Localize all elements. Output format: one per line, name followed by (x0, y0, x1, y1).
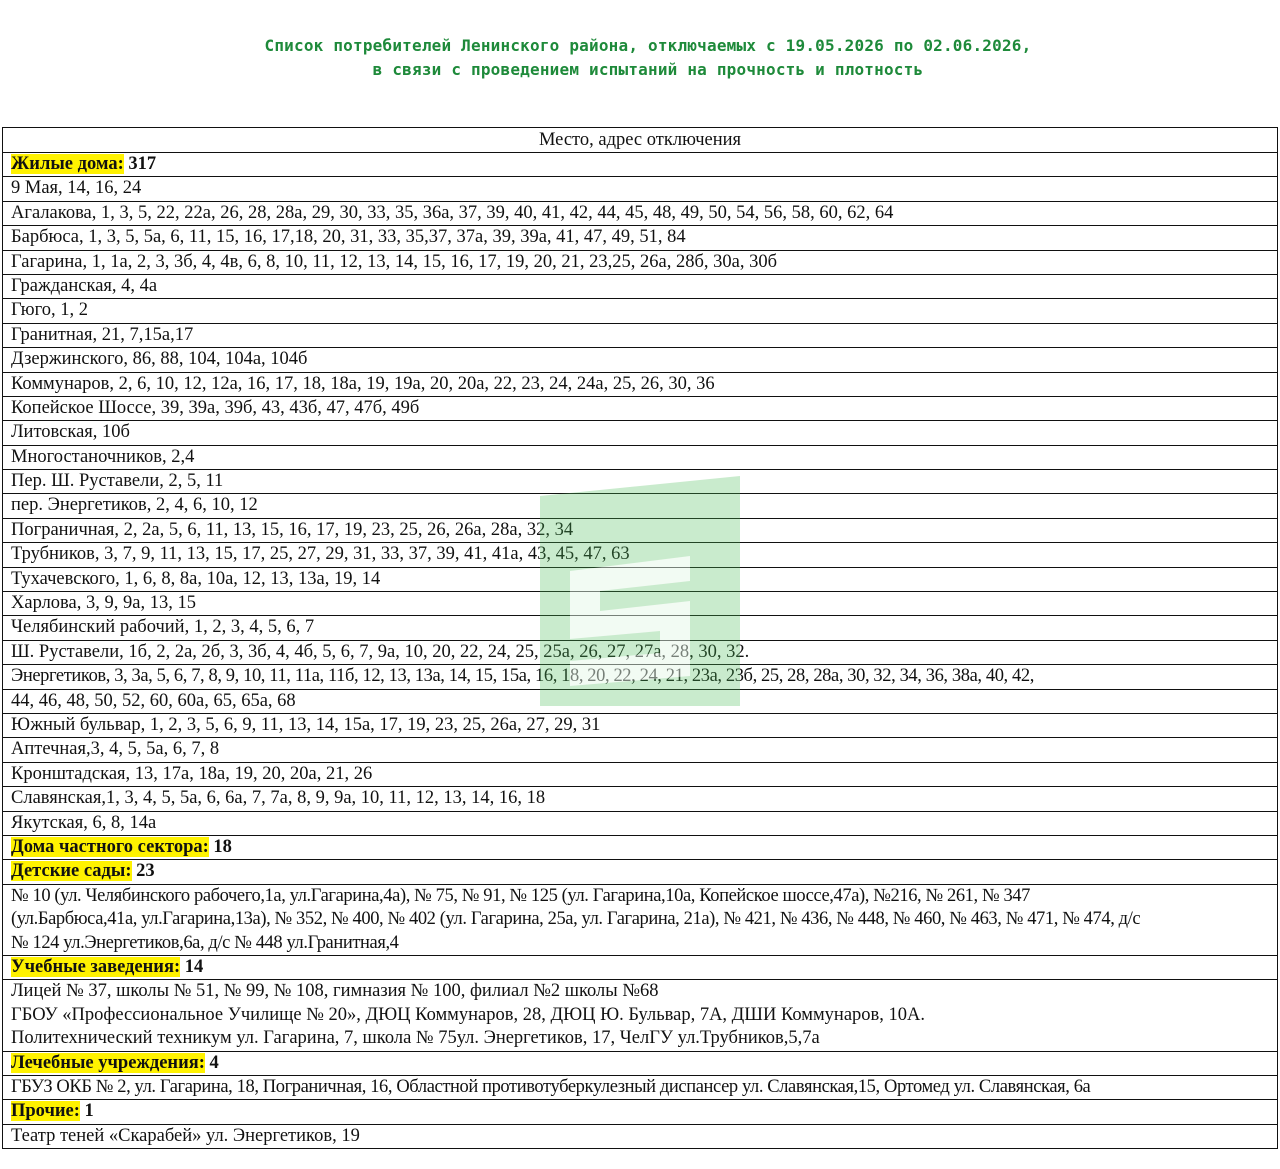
address-row: Коммунаров, 2, 6, 10, 12, 12а, 16, 17, 18, 18а, 19, 19а, 20, 20а, 22, 23, 24, 24а, 25, 26, 30, 36 (3, 373, 1277, 397)
address-row: Энергетиков, 3, 3а, 5, 6, 7, 8, 9, 10, 11, 11а, 11б, 12, 13, 13а, 14, 15, 15а, 16, 18, 20, 22, 24, 21, 23а, 23б, 25, 28, 28а, 30, 32, 34, 36, 38а, 40, 42, (3, 665, 1277, 689)
schools-list (3, 980, 1277, 1051)
category-label: Жилые дома: (11, 154, 124, 174)
other-list (3, 1125, 1277, 1149)
address-row: Агалакова, 1, 3, 5, 22, 22а, 26, 28, 28а, 29, 30, 33, 35, 36а, 37, 39, 40, 41, 42, 44, 45, 48, 49, 50, 54, 56, 58, 60, 62, 64 (3, 202, 1277, 226)
list-line: ГБУЗ ОКБ № 2, ул. Гагарина, 18, Пограничная, 16, Областной противотуберкулезный диспансер ул. Славянская,15, Ортомед ул. Славянская, 6а (11, 1076, 1091, 1097)
address-row: Барбюса, 1, 3, 5, 5а, 6, 11, 15, 16, 17,18, 20, 31, 33, 35,37, 37а, 39, 39а, 41, 47, 49, 51, 84 (3, 226, 1277, 250)
table-header: Место, адрес отключения (3, 128, 1277, 153)
address-row: 9 Мая, 14, 16, 24 (3, 177, 1277, 201)
address-row: Дзержинского, 86, 88, 104, 104а, 104б (3, 348, 1277, 372)
category-kindergartens (3, 860, 1277, 884)
category-count: 1 (79, 1101, 94, 1122)
category-other (3, 1100, 1277, 1124)
list-line: № 10 (ул. Челябинского рабочего,1а, ул.Гагарина,4а), № 75, № 91, № 125 (ул. Гагарина,10а, Копейское шоссе,47а), №216, № 261, № 347 (11, 885, 1030, 906)
address-row: Аптечная,3, 4, 5, 5а, 6, 7, 8 (3, 738, 1277, 762)
medical-list (3, 1076, 1277, 1100)
category-label: Прочие: (11, 1101, 80, 1122)
category-label: Дома частного сектора: (11, 836, 209, 857)
category-label: Лечебные учреждения: (11, 1052, 205, 1073)
address-row: Пограничная, 2, 2а, 5, 6, 11, 13, 15, 16, 17, 19, 23, 25, 26, 26а, 28а, 32, 34 (3, 519, 1277, 543)
address-row: Гюго, 1, 2 (3, 299, 1277, 323)
kindergartens-list (3, 885, 1277, 956)
category-residential (3, 153, 1277, 177)
list-line: ГБОУ «Профессиональное Училище № 20», ДЮЦ Коммунаров, 28, ДЮЦ Ю. Бульвар, 7А, ДШИ Коммунаров, 10А. (11, 1004, 926, 1025)
address-row: Ш. Руставели, 1б, 2, 2а, 2б, 3, 3б, 4, 4б, 5, 6, 7, 9а, 10, 20, 22, 24, 25, 25а, 26, 27, 27а, 28, 30, 32. (3, 641, 1277, 665)
address-row: Кронштадская, 13, 17а, 18а, 19, 20, 20а, 21, 26 (3, 763, 1277, 787)
address-row: Трубников, 3, 7, 9, 11, 13, 15, 17, 25, 27, 29, 31, 33, 37, 39, 41, 41а, 43, 45, 47, 63 (3, 543, 1277, 567)
list-line: Лицей № 37, школы № 51, № 99, № 108, гимназия № 100, филиал №2 школы №68 (11, 981, 659, 1002)
address-row: Многостаночников, 2,4 (3, 446, 1277, 470)
address-row: Тухачевского, 1, 6, 8, 8а, 10а, 12, 13, 13а, 19, 14 (3, 568, 1277, 592)
address-row: Гражданская, 4, 4а (3, 275, 1277, 299)
category-count: 23 (131, 861, 155, 882)
address-row: Якутская, 6, 8, 14а (3, 812, 1277, 836)
category-count: 4 (204, 1052, 219, 1073)
page-title (0, 34, 1280, 82)
category-label: Учебные заведения: (11, 956, 181, 977)
category-count: 14 (180, 956, 204, 977)
category-count: 18 (208, 836, 232, 857)
category-schools (3, 956, 1277, 980)
title-line-1: Список потребителей Ленинского района, отключаемых с 19.05.2026 по 02.06.2026, (264, 36, 1032, 55)
category-private-sector (3, 836, 1277, 860)
category-count: 317 (123, 154, 157, 174)
title-line-2: в связи с проведением испытаний на прочность и плотность (372, 60, 924, 79)
address-row: Южный бульвар, 1, 2, 3, 5, 6, 9, 11, 13, 14, 15а, 17, 19, 23, 25, 26а, 27, 29, 31 (3, 714, 1277, 738)
address-row: Харлова, 3, 9, 9а, 13, 15 (3, 592, 1277, 616)
list-line: (ул.Барбюса,41а, ул.Гагарина,13а), № 352, № 400, № 402 (ул. Гагарина, 25а, ул. Гагарина, 21а), № 421, № 436, № 448, № 460, № 463, № 471, № 474, д/с (11, 909, 1141, 930)
outage-address-table (2, 127, 1278, 1149)
category-label: Детские сады: (11, 861, 132, 882)
address-row: Копейское Шоссе, 39, 39а, 39б, 43, 43б, 47, 47б, 49б (3, 397, 1277, 421)
address-row: Литовская, 10б (3, 421, 1277, 445)
address-row: Славянская,1, 3, 4, 5, 5а, 6, 6а, 7, 7а, 8, 9, 9а, 10, 11, 12, 13, 14, 16, 18 (3, 787, 1277, 811)
address-row: пер. Энергетиков, 2, 4, 6, 10, 12 (3, 494, 1277, 518)
list-line: № 124 ул.Энергетиков,6а, д/с № 448 ул.Гранитная,4 (11, 932, 399, 953)
address-row: Челябинский рабочий, 1, 2, 3, 4, 5, 6, 7 (3, 616, 1277, 640)
address-row: Гагарина, 1, 1а, 2, 3, 3б, 4, 4в, 6, 8, 10, 11, 12, 13, 14, 15, 16, 17, 19, 20, 21, 23,25, 26а, 28б, 30а, 30б (3, 251, 1277, 275)
list-line: Политехнический техникум ул. Гагарина, 7, школа № 75ул. Энергетиков, 17, ЧелГУ ул.Трубников,5,7а (11, 1028, 820, 1049)
address-row: Пер. Ш. Руставели, 2, 5, 11 (3, 470, 1277, 494)
category-medical (3, 1052, 1277, 1076)
address-row: 44, 46, 48, 50, 52, 60, 60а, 65, 65а, 68 (3, 690, 1277, 714)
list-line: Театр теней «Скарабей» ул. Энергетиков, 19 (11, 1125, 360, 1146)
address-row: Гранитная, 21, 7,15а,17 (3, 324, 1277, 348)
